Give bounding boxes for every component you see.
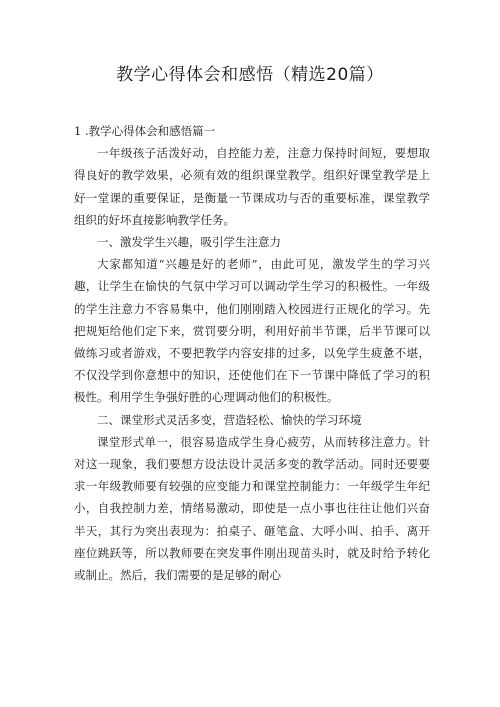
subheading: 一、激发学生兴趣，吸引学生注意力 — [97, 235, 281, 250]
section-heading: 1 .教学心得体会和感悟篇一 — [74, 124, 216, 138]
subheading: 二、课堂形式灵活多变，营造轻松、愉快的学习环境 — [97, 412, 362, 427]
document-title: 教学心得体会和感悟（精选20篇） — [116, 65, 384, 85]
paragraph: 大家都知道“兴趣是好的老师”，由此可见，激发学生的学习兴趣，让学生在愉快的气氛中学习可以调动学生学习的积极性。一年级的学生注意力不容易集中，他们刚刚踏入校园进行正规化的学习。先把规矩给他们定下来，赏罚要分明，利用好前半节课，后半节课可以做练习或者游戏，不要把教学内容安排的过多，以免学生疲惫不堪，不仅没学到你意想中的知识，还使他们在下一节课中降低了学习的积极性。利用学生争强好胜的心理调动他们的积极性。 — [74, 257, 430, 405]
paragraph: 一年级孩子活泼好动，自控能力差，注意力保持时间短，要想取得良好的教学效果，必须有效的组织课堂教学。组织好课堂教学是上好一堂课的重要保证，是衡量一节课成功与否的重要标准，课堂教学组织的好坏直接影响教学任务。 — [74, 146, 430, 227]
paragraph: 课堂形式单一，很容易造成学生身心疲劳，从而转移注意力。针对这一现象，我们要想方设法设计灵活多变的教学活动。同时还要要求一年级教师要有较强的应变能力和课堂控制能力：一年级学生年纪小，自我控制力差，情绪易激动，即使是一点小事也往往让他们兴奋半天，其行为突出表现为：拍桌子、砸笔盒、大呼小叫、拍手、离开座位跳跃等，所以教师要在突发事件刚出现苗头时，就及时给予转化或制止。然后，我们需要的是足够的耐心 — [74, 434, 430, 583]
document-body — [74, 120, 430, 586]
